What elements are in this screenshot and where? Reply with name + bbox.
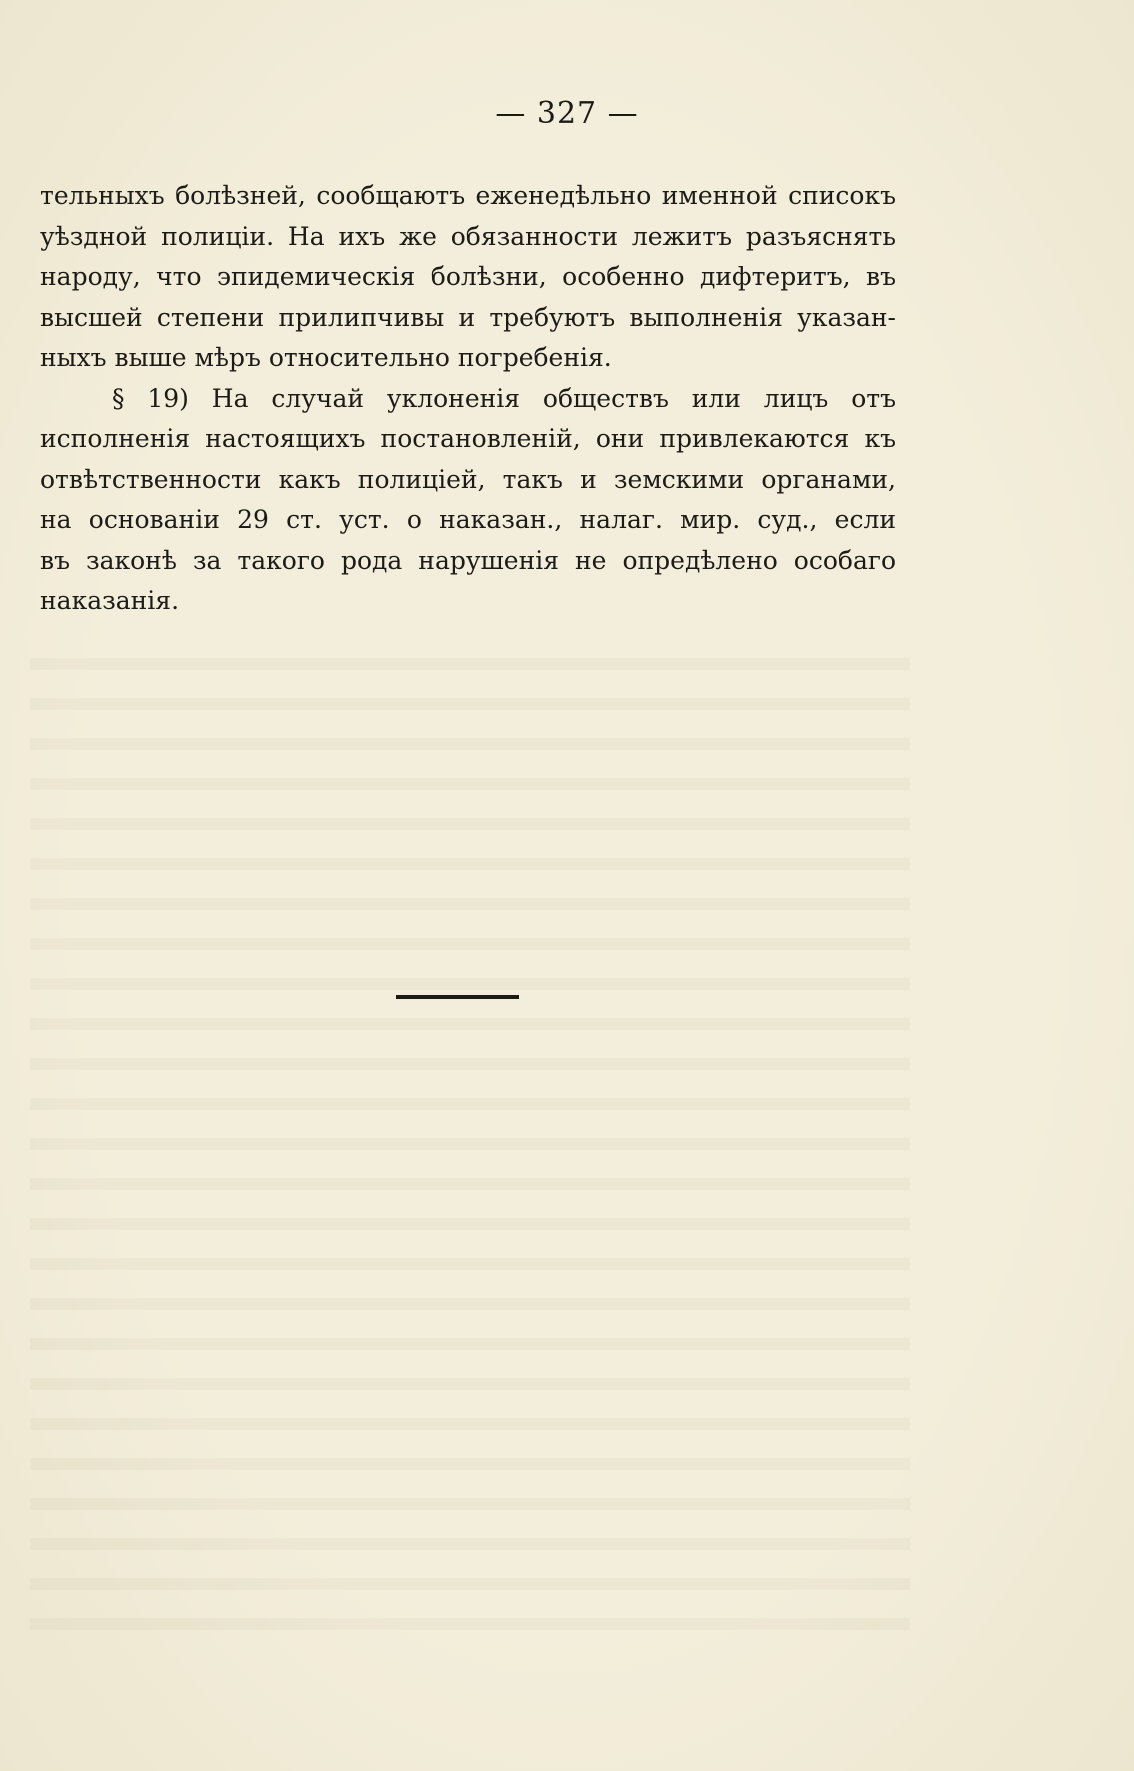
body-text [40,176,896,622]
bleed-through-texture [30,640,910,1640]
text-line: тельныхъ болѣзней, сообщаютъ еженедѣльно именной списокъ [40,181,896,210]
text-line: ныхъ выше мѣръ относительно погребенія. [40,343,612,372]
text-line: въ законѣ за такого рода нарушенія не опредѣлено особаго [40,545,896,575]
text-line: высшей степени прилипчивы и требуютъ выполненія указан- [40,302,896,332]
text-line: исполненія настоящихъ постановленій, они привлекаются къ [40,424,896,453]
page-number: — 327 — [495,96,639,131]
text-line: на основаніи 29 ст. уст. о наказан., налаг. мир. суд., если [40,505,896,534]
text-line: наказанія. [40,586,180,615]
text-line: отвѣтственности какъ полиціей, такъ и земскими органами, [40,464,896,494]
paragraph-start-line: § 19) На случай уклоненія обществъ или лицъ отъ [112,383,896,413]
section-divider-rule [396,995,519,999]
text-line: уѣздной полиціи. На ихъ же обязанности лежитъ разъяснять [40,221,896,251]
text-line: народу, что эпидемическія болѣзни, особенно дифтеритъ, въ [40,262,896,291]
